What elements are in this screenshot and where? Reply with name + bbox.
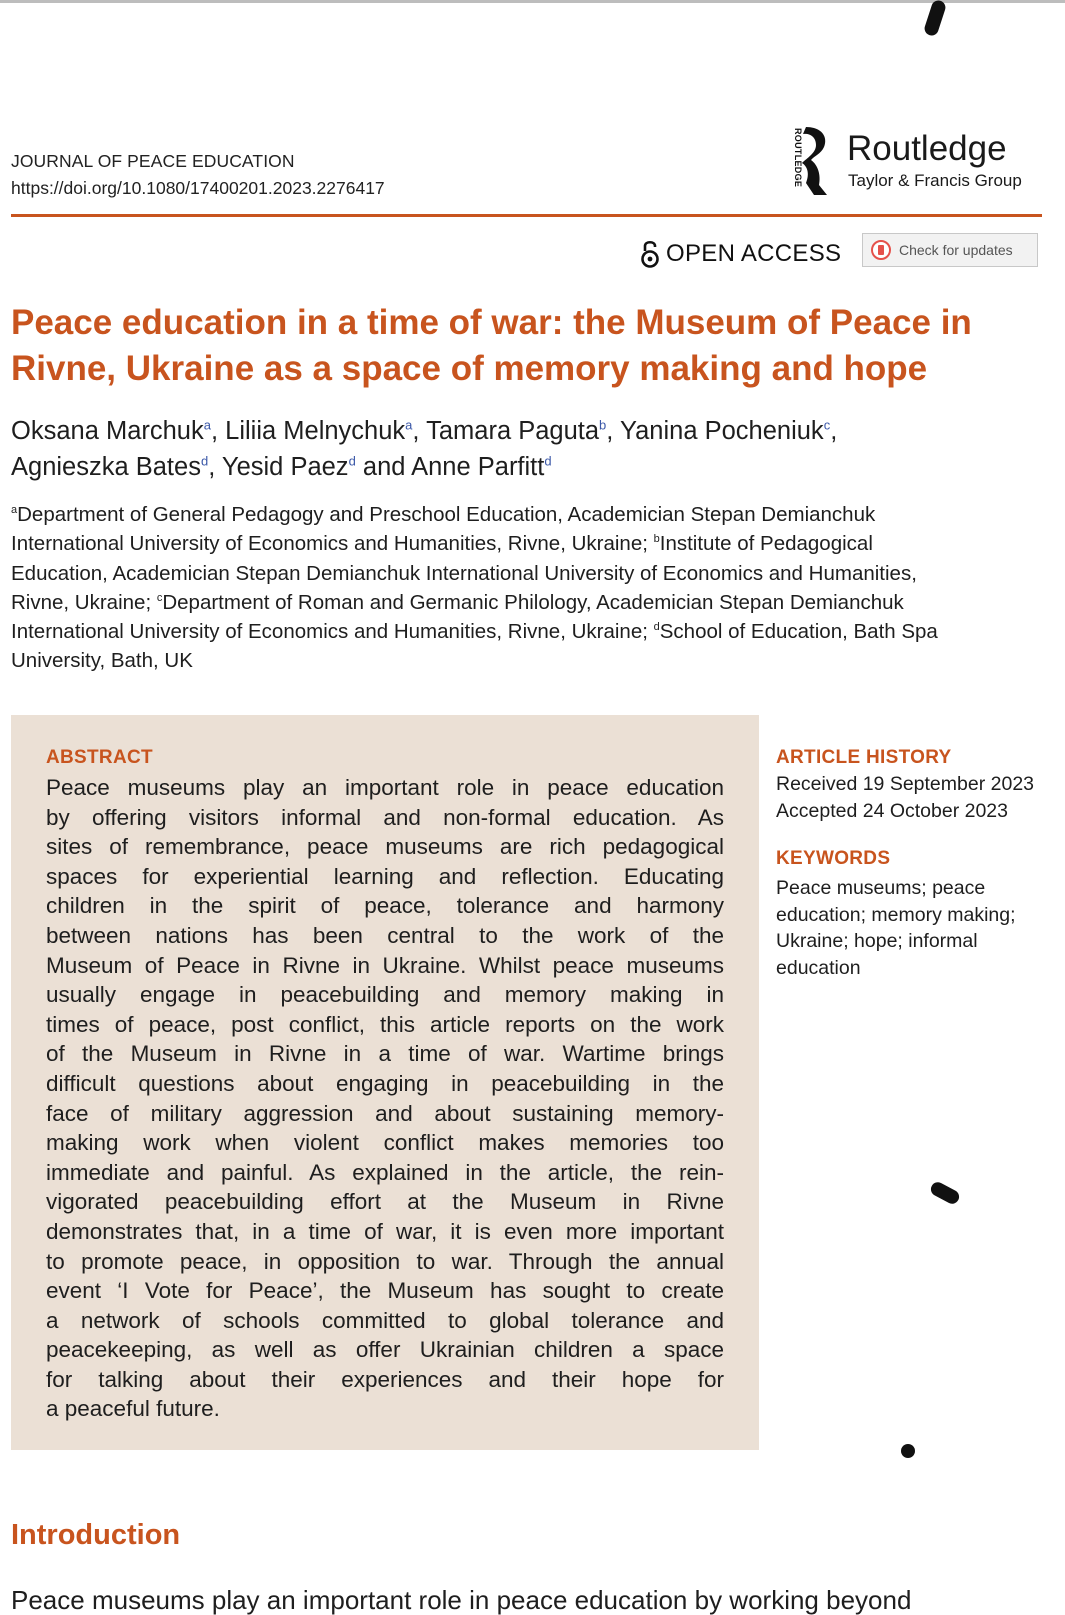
doi-link[interactable]: https://doi.org/10.1080/17400201.2023.2276417 xyxy=(11,178,385,198)
affiliation-line xyxy=(11,500,1046,529)
publisher-logo xyxy=(784,125,1044,197)
abstract-line: Peace museums play an important role in peace education xyxy=(46,775,724,800)
abstract-line: a peaceful future. xyxy=(46,1396,220,1422)
abstract-line: usually engage in peacebuilding and memory making in xyxy=(46,982,724,1008)
abstract-line: spaces for experiential learning and reflection. Educating xyxy=(46,863,724,889)
affiliation-line xyxy=(11,529,1046,558)
abstract-line: times of peace, post conflict, this article reports on the work xyxy=(46,1011,724,1037)
affiliation-text: International University of Economics and Humanities, Rivne, Ukraine; xyxy=(11,620,654,644)
crossmark-icon xyxy=(871,240,891,260)
affiliation-text: Rivne, Ukraine; xyxy=(11,590,157,614)
author-name[interactable]: Liliia Melnychuk xyxy=(225,417,406,445)
keywords-line: education xyxy=(776,956,861,979)
abstract-line: immediate and painful. As explained in the article, the rein- xyxy=(46,1159,724,1185)
affiliation-text: School of Education, Bath Spa xyxy=(659,620,938,644)
introduction-heading: Introduction xyxy=(11,1519,181,1551)
author-separator: , xyxy=(208,453,222,481)
author-line xyxy=(11,413,1041,449)
journal-name: JOURNAL OF PEACE EDUCATION xyxy=(11,151,295,171)
author-separator: , xyxy=(830,417,838,445)
abstract-line: peacekeeping, as well as offer Ukrainian children a space xyxy=(46,1337,724,1363)
affiliation-text: Institute of Pedagogical xyxy=(659,532,873,556)
author-name[interactable]: Yesid Paez xyxy=(221,453,349,481)
affiliations xyxy=(11,500,1046,676)
publisher-group: Taylor & Francis Group xyxy=(848,171,1022,190)
abstract-line: face of military aggression and about sustaining memory- xyxy=(46,1100,724,1126)
affiliation-marker: d xyxy=(653,621,660,634)
affiliation-line: Education, Academician Stepan Demianchuk International University of Economics and Humanities, xyxy=(11,561,917,585)
affiliation-marker: b xyxy=(653,533,660,546)
check-for-updates-label: Check for updates xyxy=(899,242,1013,258)
publisher-name: Routledge xyxy=(847,129,1007,168)
author-affiliation-marker[interactable]: c xyxy=(823,417,831,433)
author-separator: , xyxy=(606,417,620,445)
author-affiliation-marker[interactable]: a xyxy=(203,417,211,433)
affiliation-marker: c xyxy=(156,592,163,605)
author-separator: and xyxy=(355,453,412,481)
author-line xyxy=(11,449,1041,485)
abstract-line: difficult questions about engaging in peacebuilding in the xyxy=(46,1070,724,1096)
author-separator: , xyxy=(210,417,226,445)
article-title xyxy=(11,300,1051,392)
affiliation-text: Department of General Pedagogy and Preschool Education, Academician Stepan Demianchuk xyxy=(17,503,876,526)
author-name[interactable]: Yanina Pocheniuk xyxy=(620,417,824,445)
abstract-line: of the Museum in Rivne in a time of war. Wartime brings xyxy=(46,1041,724,1067)
pen-mark xyxy=(923,0,947,37)
abstract-heading: ABSTRACT xyxy=(46,747,153,768)
affiliation-line xyxy=(11,617,1046,646)
header-divider xyxy=(11,214,1042,217)
abstract-line: for talking about their experiences and their hope for xyxy=(46,1366,724,1392)
abstract-line: children in the spirit of peace, tolerance and harmony xyxy=(46,893,724,919)
author-name[interactable]: Agnieszka Bates xyxy=(11,453,201,481)
article-title-line: Rivne, Ukraine as a space of memory making and hope xyxy=(11,349,928,388)
article-history-heading: ARTICLE HISTORY xyxy=(776,747,952,768)
abstract-line: by offering visitors informal and non-formal education. As xyxy=(46,804,724,830)
abstract-line: vigorated peacebuilding effort at the Museum in Rivne xyxy=(46,1189,724,1215)
article-title-line: Peace education in a time of war: the Museum of Peace in xyxy=(11,303,972,342)
affiliation-marker: a xyxy=(11,504,18,517)
author-affiliation-marker[interactable]: b xyxy=(599,417,607,433)
check-for-updates-button[interactable] xyxy=(862,233,1038,267)
routledge-logo-icon xyxy=(794,125,830,197)
accepted-date: Accepted 24 October 2023 xyxy=(776,800,1008,822)
author-affiliation-marker[interactable]: d xyxy=(348,453,356,469)
keywords-line: Peace museums; peace xyxy=(776,877,986,899)
author-list xyxy=(11,413,1041,485)
author-name[interactable]: Tamara Paguta xyxy=(426,417,600,445)
abstract-line: demonstrates that, in a time of war, it is even more important xyxy=(46,1218,724,1244)
author-name[interactable]: Anne Parfitt xyxy=(411,453,545,481)
open-lock-icon xyxy=(640,239,660,269)
affiliation-line: University, Bath, UK xyxy=(11,649,193,673)
affiliation-text: International University of Economics and Humanities, Rivne, Ukraine; xyxy=(11,532,654,556)
abstract-line: to promote peace, in opposition to war. Through the annual xyxy=(46,1248,724,1274)
author-name[interactable]: Oksana Marchuk xyxy=(11,417,204,445)
keywords-line: education; memory making; xyxy=(776,903,1016,926)
abstract-line: sites of remembrance, peace museums are rich pedagogical xyxy=(46,834,724,860)
affiliation-line xyxy=(11,588,1046,617)
abstract-line: making work when violent conflict makes memories too xyxy=(46,1130,724,1156)
keywords-list xyxy=(776,875,1046,981)
pen-mark xyxy=(901,1444,915,1458)
abstract-line: event ‘I Vote for Peace’, the Museum has sought to create xyxy=(46,1278,724,1304)
open-access-badge xyxy=(640,239,841,269)
author-separator: , xyxy=(412,417,427,445)
keywords-heading: KEYWORDS xyxy=(776,848,891,869)
introduction-partial-text: Peace museums play an important role in peace education by working beyond xyxy=(11,1585,912,1615)
abstract-line: between nations has been central to the work of the xyxy=(46,922,724,948)
publisher-vertical-text: ROUTLEDGE xyxy=(793,128,803,188)
abstract-line: a network of schools committed to global tolerance and xyxy=(46,1307,724,1333)
author-affiliation-marker[interactable]: d xyxy=(544,453,552,469)
top-border xyxy=(0,0,1065,3)
keywords-line: Ukraine; hope; informal xyxy=(776,930,978,952)
received-date: Received 19 September 2023 xyxy=(776,773,1035,795)
author-affiliation-marker[interactable]: a xyxy=(405,417,413,433)
author-affiliation-marker[interactable]: d xyxy=(200,453,209,469)
abstract-line: Museum of Peace in Rivne in Ukraine. Whilst peace museums xyxy=(46,952,724,978)
abstract-text xyxy=(46,773,724,1424)
affiliation-text: Department of Roman and Germanic Philology, Academician Stepan Demianchuk xyxy=(162,590,904,614)
pen-mark xyxy=(928,1180,961,1206)
open-access-label: OPEN ACCESS xyxy=(666,240,842,267)
